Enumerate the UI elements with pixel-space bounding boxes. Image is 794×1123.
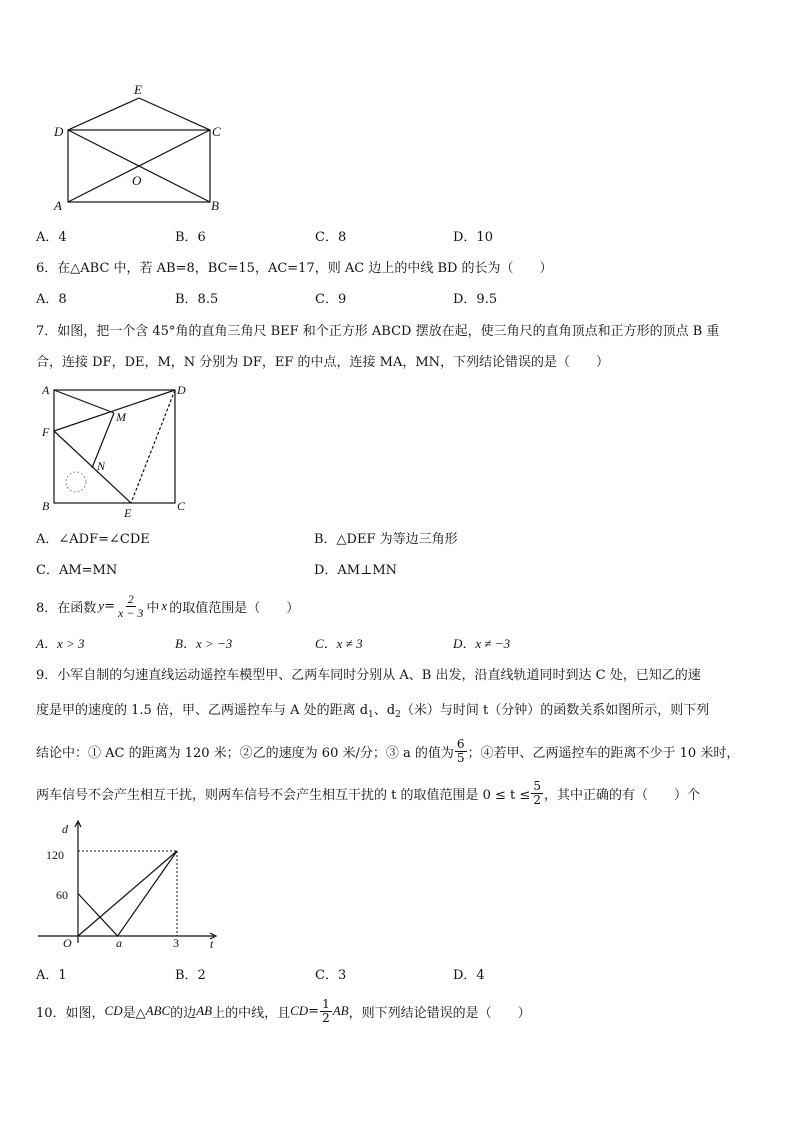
figure-rectangle-abcd: [50, 82, 230, 217]
series-line-jia: [78, 851, 177, 936]
q9-frac-a-den: 5: [456, 750, 465, 765]
q10-prefix: 10．如图，: [36, 1005, 105, 1021]
label-a: A: [42, 383, 50, 397]
q7-option-a: A．∠ADF=∠CDE: [36, 532, 150, 547]
q8-option-a: A．x > 3: [36, 636, 85, 651]
q10-frac-den: 2: [322, 1010, 330, 1025]
q8-var-x: x: [161, 598, 168, 613]
q8-mid: 中: [146, 600, 160, 616]
q6-option-d: D．9.5: [453, 292, 498, 307]
label-c: C: [177, 499, 186, 513]
q5-option-d: D．10: [453, 230, 493, 245]
q7-option-c: C．AM=MN: [36, 563, 118, 578]
label-e: E: [134, 82, 142, 97]
q8-option-c: C．x ≠ 3: [315, 636, 363, 651]
q9-sub1: 1: [368, 710, 374, 720]
label-d: D: [177, 383, 186, 397]
q9-line2: [36, 703, 709, 723]
q8-var-y: y: [98, 598, 105, 613]
label-e: E: [124, 506, 132, 520]
label-origin: O: [63, 936, 72, 950]
q9-line3: [36, 733, 739, 769]
q10-cd2: CD: [290, 1003, 309, 1018]
q9-line2-a: 度是甲的速度的 1.5 倍，甲、乙两遥控车与 A 处的距离 d: [36, 703, 369, 718]
q9-line4-b: ，其中正确的有（ ）个: [543, 787, 700, 803]
q6-option-a: A．8: [36, 292, 67, 307]
q6-stem: 6．在△ABC 中，若 AB=8，BC=15，AC=17，则 AC 边上的中线 BD 的长为（ ）: [36, 261, 553, 276]
q10-cd: CD: [104, 1003, 123, 1018]
q7-option-d: D．AM⊥MN: [314, 563, 398, 578]
q8-frac-num: 2: [127, 591, 134, 606]
label-d: D: [54, 124, 64, 139]
label-o: O: [132, 173, 142, 188]
q10-suffix: ，则下列结论错误的是（ ）: [348, 1005, 531, 1021]
q8-stem: [36, 588, 299, 624]
q8-option-d: D．x ≠ −3: [453, 636, 511, 651]
q9-sub2: 2: [395, 710, 401, 720]
label-c: C: [212, 124, 221, 139]
tick-3: 3: [173, 936, 179, 950]
label-t-axis: t: [210, 937, 214, 950]
q6-option-b: B．8.5: [175, 292, 219, 307]
q9-option-c: C．3: [315, 968, 347, 983]
q7-option-b: B．△DEF 为等边三角形: [314, 532, 458, 547]
q9-distance-time-graph: [36, 815, 226, 950]
q5-option-a: A．4: [36, 230, 67, 245]
q10-frac: [320, 998, 332, 1025]
q9-line4-a: 两车信号不会产生相互干扰，则两车信号不会产生相互干扰的 t 的取值范围是 0 ≤ t ≤: [36, 787, 531, 803]
q9-line1: 9．小军自制的匀速直线运动遥控车模型甲、乙两车同时分别从 A、B 出发，沿直线轨道同时到达 C 处，已知乙的速: [36, 668, 701, 683]
tick-a: a: [116, 936, 122, 950]
q10-mid1: 是△: [122, 1005, 146, 1021]
q8-fraction: [116, 593, 145, 620]
q10-mid3: 上的中线，且: [212, 1005, 291, 1021]
q8-frac-den: x − 3: [117, 605, 144, 620]
q6-option-c: C．9: [315, 292, 347, 307]
q9-frac-b-den: 2: [533, 792, 541, 807]
q9-line2-c: （米）与时间 t（分钟）的函数关系如图所示，则下列: [400, 703, 710, 718]
figure-square-triangle: [36, 380, 196, 520]
q9-line3-a: 结论中：① AC 的距离为 120 米；②乙的速度为 60 米/分；③ a 的值为: [36, 745, 454, 761]
label-m: M: [116, 410, 126, 424]
q5-option-b: B．6: [175, 230, 206, 245]
label-n: N: [97, 459, 106, 473]
q5-option-c: C．8: [315, 230, 347, 245]
q10-frac-num: 1: [322, 996, 330, 1011]
label-a: A: [54, 198, 62, 213]
q10-stem: [36, 992, 531, 1030]
tick-120: 120: [46, 848, 64, 862]
q8-suffix: 的取值范围是（ ）: [169, 600, 300, 616]
q10-ab2: AB: [332, 1003, 349, 1018]
q9-line2-b: 、d: [373, 703, 396, 718]
q8-prefix: 8．在函数: [36, 600, 97, 616]
q8-option-b: B．x > −3: [175, 636, 233, 651]
tick-60: 60: [56, 888, 68, 902]
q7-stem-line1: 7．如图，把一个含 45°角的直角三角尺 BEF 和个正方形 ABCD 摆放在起，使三角尺的直角顶点和正方形的顶点 B 重: [36, 324, 720, 339]
q9-frac-b-num: 5: [533, 778, 541, 793]
label-b: B: [211, 198, 219, 213]
label-b: B: [42, 499, 50, 513]
q10-ab: AB: [196, 1003, 213, 1018]
q7-stem-line2: 合，连接 DF，DE，M，N 分别为 DF，EF 的中点，连接 MA，MN，下列结论错误的是（ ）: [36, 355, 610, 370]
q10-eq: =: [308, 1003, 320, 1019]
q9-option-b: B．2: [175, 968, 206, 983]
q9-line3-b: ；④若甲、乙两遥控车的距离不少于 10 米时，: [467, 745, 740, 761]
q9-frac-a: [455, 738, 467, 765]
q8-eq: =: [104, 598, 115, 614]
label-f: F: [42, 425, 50, 439]
q9-option-a: A．1: [36, 968, 67, 983]
q9-option-d: D．4: [453, 968, 485, 983]
q9-frac-a-num: 6: [456, 736, 465, 751]
q9-frac-b: [531, 780, 543, 807]
label-d-axis: d: [62, 822, 68, 836]
q10-mid2: 的边: [170, 1005, 197, 1021]
q10-abc: ABC: [145, 1003, 171, 1018]
q9-line4: [36, 775, 700, 811]
